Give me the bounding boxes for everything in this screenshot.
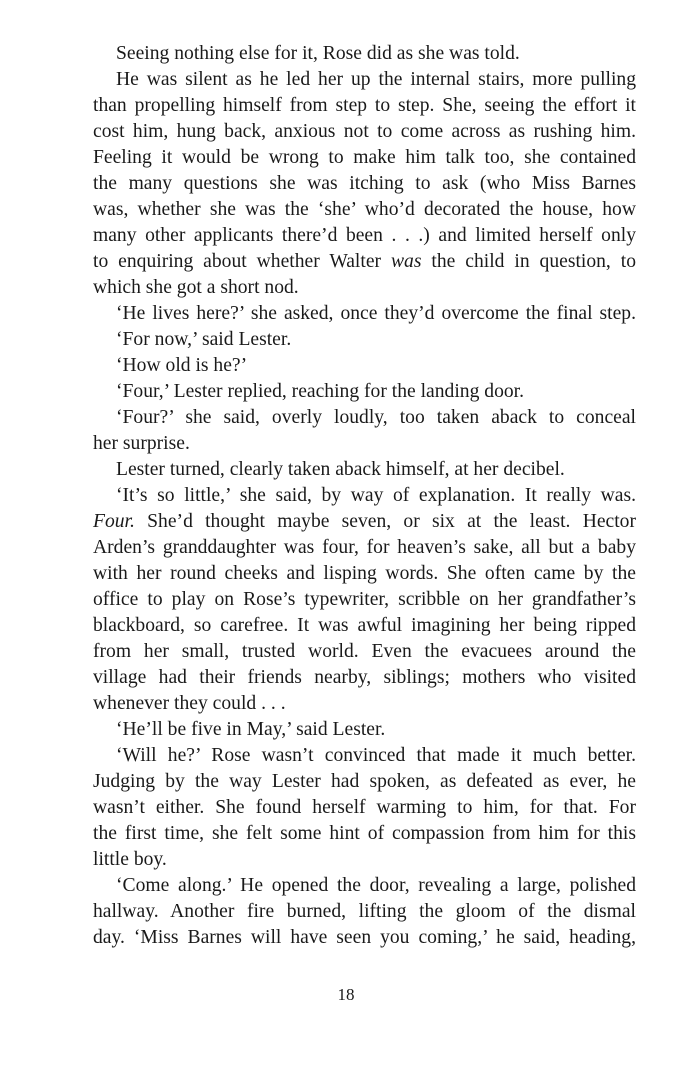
text-line: than propelling himself from step to step. She, seeing the effort it <box>93 95 636 116</box>
paragraph <box>93 873 636 951</box>
text-line: ‘Four?’ she said, overly loudly, too taken aback to conceal <box>116 407 636 428</box>
text-line: was, whether she was the ‘she’ who’d decorated the house, how <box>93 199 636 220</box>
paragraph <box>93 67 636 301</box>
text-line: ‘He lives here?’ she asked, once they’d overcome the final step. <box>116 303 636 324</box>
text-line: Arden’s granddaughter was four, for heaven’s sake, all but a baby <box>93 537 636 558</box>
text-line: wasn’t either. She found herself warming to him, for that. For <box>93 797 636 818</box>
text-line: ‘Come along.’ He opened the door, revealing a large, polished <box>116 875 636 896</box>
paragraph <box>93 41 636 67</box>
text-line: the many questions she was itching to ask (who Miss Barnes <box>93 173 636 194</box>
text-line: He was silent as he led her up the internal stairs, more pulling <box>116 69 636 90</box>
paragraph <box>93 717 636 743</box>
text-line: the first time, she felt some hint of compassion from him for this <box>93 823 636 844</box>
paragraph <box>93 405 636 457</box>
text-segment: She’d thought maybe seven, or six at the least. Hector <box>134 511 636 532</box>
text-line: many other applicants there’d been . . .) and limited herself only <box>93 225 636 246</box>
text-line: ‘It’s so little,’ she said, by way of explanation. It really was. <box>116 485 636 506</box>
text-segment: to enquiring about whether Walter <box>93 251 391 272</box>
text-line: village had their friends nearby, siblings; mothers who visited <box>93 667 636 688</box>
text-line <box>93 509 636 535</box>
text-line: with her round cheeks and lisping words. She often came by the <box>93 563 636 584</box>
text-line <box>93 249 636 275</box>
text-segment: the child in question, to <box>421 251 637 272</box>
paragraph <box>93 483 636 717</box>
text-line: hallway. Another fire burned, lifting the gloom of the dismal <box>93 901 636 922</box>
page-number: 18 <box>337 985 355 1004</box>
text-line: office to play on Rose’s typewriter, scribble on her grandfather’s <box>93 589 636 610</box>
text-line: ‘How old is he?’ <box>116 355 248 376</box>
text-line: ‘Will he?’ Rose wasn’t convinced that made it much better. <box>116 745 636 766</box>
text-line: blackboard, so carefree. It was awful imagining her being ripped <box>93 615 636 636</box>
text-line: day. ‘Miss Barnes will have seen you coming,’ he said, heading, <box>93 927 636 948</box>
paragraph <box>93 457 636 483</box>
text-line: ‘He’ll be five in May,’ said Lester. <box>116 719 386 740</box>
text-line: ‘For now,’ said Lester. <box>116 329 292 350</box>
text-line: Lester turned, clearly taken aback himself, at her decibel. <box>116 459 565 480</box>
text-line: from her small, trusted world. Even the evacuees around the <box>93 641 636 662</box>
italic-text: Four. <box>93 511 135 532</box>
italic-text: was <box>390 251 422 272</box>
paragraph <box>93 301 636 327</box>
book-page-body <box>93 41 636 951</box>
text-line: cost him, hung back, anxious not to come across as rushing him. <box>93 121 636 142</box>
paragraph <box>93 353 636 379</box>
text-line: little boy. <box>93 849 167 870</box>
text-line: Feeling it would be wrong to make him talk too, she contained <box>93 147 636 168</box>
paragraph <box>93 743 636 873</box>
paragraph <box>93 327 636 353</box>
text-line: Seeing nothing else for it, Rose did as she was told. <box>116 43 520 64</box>
text-line: whenever they could . . . <box>93 693 286 714</box>
text-line: Judging by the way Lester had spoken, as defeated as ever, he <box>93 771 636 792</box>
text-line: ‘Four,’ Lester replied, reaching for the landing door. <box>116 381 525 402</box>
paragraph <box>93 379 636 405</box>
text-line: her surprise. <box>93 433 190 454</box>
text-line: which she got a short nod. <box>93 277 299 298</box>
